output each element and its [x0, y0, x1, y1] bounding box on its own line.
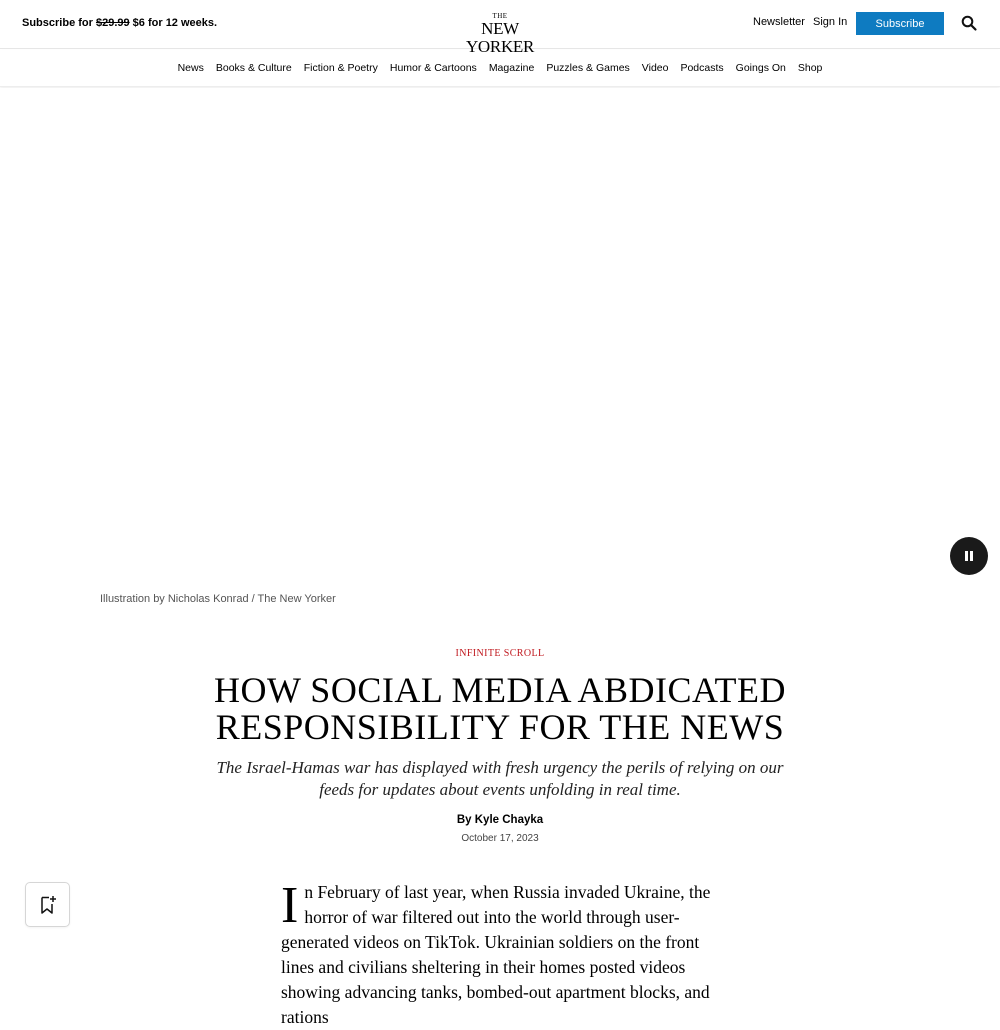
promo-old-price: $29.99 — [95, 17, 130, 29]
newsletter-link[interactable]: Newsletter — [753, 16, 805, 28]
nav-item-fiction-poetry[interactable]: Fiction & Poetry — [303, 62, 378, 74]
search-icon[interactable] — [961, 15, 977, 31]
sign-in-link[interactable]: Sign In — [813, 16, 848, 28]
nav-item-puzzles-games[interactable]: Puzzles & Games — [546, 62, 630, 74]
top-bar — [0, 0, 1000, 56]
publish-date: October 17, 2023 — [461, 833, 539, 844]
promo-suffix: $6 for 12 weeks. — [129, 17, 218, 29]
article-dek: The Israel-Hamas war has displayed with fresh urgency the perils of relying on our feeds for updates about events unfolding in real time. — [216, 758, 784, 799]
nav-item-video[interactable]: Video — [641, 62, 669, 74]
article-body — [281, 877, 718, 1030]
nav-item-humor-cartoons[interactable]: Humor & Cartoons — [389, 62, 477, 74]
byline — [0, 814, 1000, 826]
pause-bar-right — [970, 551, 973, 561]
logo-the: THE — [492, 12, 508, 20]
article-headline: HOW SOCIAL MEDIA ABDICATED RESPONSIBILITY FOR THE NEWS — [213, 670, 786, 747]
subscribe-promo[interactable] — [22, 17, 217, 29]
rubric-link[interactable]: INFINITE SCROLL — [455, 648, 545, 659]
illustration-caption: Illustration by Nicholas Konrad / The New Yorker — [100, 593, 336, 605]
body-paragraph: n February of last year, when Russia invaded Ukraine, the horror of war filtered out into the world through user-generated videos on TikTok. Ukrainian soldiers on the front lines and civilians sheltering in their homes posted videos showing advancing tanks, bombed-out apartment blocks, and rations — [281, 882, 711, 1027]
nav-item-goings-on[interactable]: Goings On — [735, 62, 786, 74]
pause-bar-left — [965, 551, 968, 561]
nav-item-news[interactable]: News — [177, 62, 204, 74]
nav-item-magazine[interactable]: Magazine — [488, 62, 535, 74]
author-link[interactable]: Kyle Chayka — [474, 814, 544, 826]
logo-name: NEW YORKER — [465, 19, 535, 56]
nav-item-books-culture[interactable]: Books & Culture — [215, 62, 292, 74]
drop-cap: I — [281, 877, 299, 934]
pause-icon[interactable] — [950, 537, 988, 575]
nav-item-shop[interactable]: Shop — [797, 62, 823, 74]
nav-item-podcasts[interactable]: Podcasts — [680, 62, 724, 74]
subscribe-button[interactable]: Subscribe — [856, 12, 944, 35]
promo-prefix: Subscribe for — [22, 17, 96, 29]
main-nav — [0, 50, 1000, 87]
hero-illustration — [0, 88, 1000, 580]
bookmark-add-icon[interactable] — [25, 882, 70, 927]
byline-prefix: By — [456, 814, 475, 826]
